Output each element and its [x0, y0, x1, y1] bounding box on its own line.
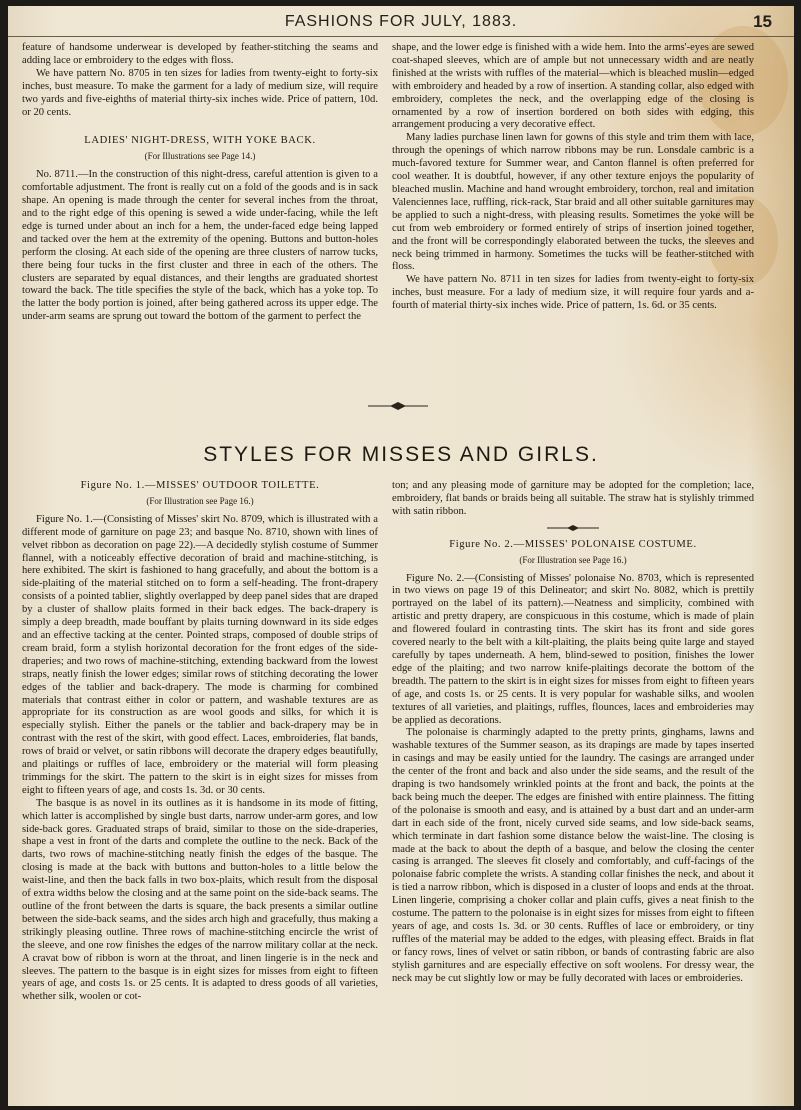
bottom-right-column [392, 480, 754, 986]
top-left-column [22, 42, 378, 324]
article-heading: Figure No. 2.—MISSES' POLONAISE COSTUME. [449, 538, 697, 550]
article-subheading: (For Illustration see Page 16.) [519, 554, 627, 565]
paragraph: The polonaise is charmingly adapted to the pretty prints, ginghams, lawns and washable textures of the Summer season, as its drapings are made by tapes inserted in casings and may be easily untied for the laundry. The casings are arranged under the center of the front and back and also under the side seams, and the result of the draping is two handsomely wrinkled points at the front and back, the points at the back being much the deeper. The edges are finished with entire plainness. The fitting of the polonaise is smooth and easy, and is attained by a bust dart and an under-arm dart in each side of the front, nicely curved side seams, and low side-back seams, which terminate in dart fashion some distance below the waist-line. The closing is made at the back to about the depth of a basque, and below the closing the center casing is arranged. The sleeves fit closely and comfortably, and cuff-facings of the polonaise fabric complete the wrists. A standing collar finishes the neck, and about it is tied a narrow ribbon, which is disposed in a cluster of loops and ends at the throat. Linen lingerie, comprising a choker collar and plain cuffs, gives a neat finish to the costume. The pattern to the polonaise is in eight sizes for misses from eight to fifteen years of age, and costs 1s. 3d. or 30 cents. Ruffles of lace or embroidery, or tiny ruffles of the material may be added to the edges, with pleasing effect. Braids in flat or fancy rows, lines of velvet or satin ribbon, or bands of contrasting fabric are also stylish garnitures and are especially effective on soft woolens. For dressy wear, the neck may be cut slightly low or may be fully decorated with laces or embroideries. [392, 727, 754, 984]
top-right-column [392, 42, 754, 313]
magazine-page [8, 6, 794, 1106]
paragraph: We have pattern No. 8711 in ten sizes for ladies from twenty-eight to forty-six inches, bust measure. For a lady of medium size, it will require four yards and a-fourth of material thirty-six inches wide. Price of pattern, 1s. 6d. or 35 cents. [392, 274, 754, 312]
running-title: FASHIONS FOR JULY, 1883. [284, 13, 518, 30]
paragraph: feature of handsome underwear is developed by feather-stitching the seams and adding lace or embroidery to the edges with floss. [22, 42, 378, 66]
article-heading: Figure No. 1.—MISSES' OUTDOOR TOILETTE. [80, 480, 320, 491]
section-ornament [368, 402, 428, 410]
article-subheading: (For Illustrations see Page 14.) [144, 151, 256, 162]
paragraph: No. 8711.—In the construction of this night-dress, careful attention is given to a comfortable adjustment. The front is really cut on a fold of the goods and is in sack shape. An opening is made through the center for several inches from the throat, and to the right edge of this opening is sewed a wide under-facing, while the left edge is turned under about an inch for a hem, the under-faced edge being lapped and tacked over the hem at the extremity of the opening. Buttons and button-holes perform the closing. At each side of the opening are three clusters of narrow tucks, there being four tucks in the first cluster and three in each of the others. The clusters are separated by equal distances, and their lengths are graduated shortest toward the back. The title specifies the style of the back, which has a yoke top. To the latter the body portion is joined, after being gathered across its upper edge. The under-arm seams are sprung out toward the bottom of the garment to perfect the [22, 169, 378, 323]
article-heading: LADIES' NIGHT-DRESS, WITH YOKE BACK. [84, 135, 316, 147]
page-header [8, 10, 794, 37]
paragraph: Figure No. 1.—(Consisting of Misses' skirt No. 8709, which is illustrated with a different mode of garniture on page 23; and basque No. 8710, shown with lines of velvet ribbon as decoration on page 22).—A decidedly stylish costume of Summer flannel, with a noticeably effective decoration of braid and machine-stitching, is here exhibited. The skirt is fashioned to hang gracefully, and about the bottom is a side-plaiting of the material stitched on to form a self-heading. The front-drapery consists of a pointed tablier, slightly overlapped by deep panel sides that are draped by a cluster of shallow plaits formed in their back edges. The back-drapery is simply a deep breadth, made bouffant by plaits turning downward in its side edges and an effective tacking at the center. Pointed straps, composed of double strips of cream braid, form a stylish horizontal decoration for the front edges of the side-draperies; and two rows of machine-stitching, extending backward from the lowest straps, neatly finish the lower edges; similar rows of stitching decorating the lower edges of the tablier and back-drapery. The mode is charming for combined materials that contrast either in color or pattern, and washable textures are as appropriate for its construction as are wool goods and silks, for which it is especially stylish. Either the panels or the tablier and back-drapery may be in contrast with the rest of the skirt, with good effect. Laces, embroideries, flat bands, rows of braid or velvet, or satin ribbons will decorate the drapery edges beautifully, and plaitings or ruffles of lace, embroidery or the material will form pleasing trimmings for the skirt. The pattern to the skirt is in eight sizes for misses from eight to fifteen years of age, and costs 1s. 3d. or 30 cents. [22, 513, 378, 796]
paragraph: ton; and any pleasing mode of garniture may be adopted for the completion; lace, embroidery, flat bands or braids being all suitable. The straw hat is stylishly trimmed with satin ribbon. [392, 480, 754, 517]
paragraph: Figure No. 2.—(Consisting of Misses' polonaise No. 8703, which is represented in two views on page 19 of this Delineator; and skirt No. 8082, which is prettily portrayed on the label of its pattern).—Neatness and simplicity, combined with artistic and pretty drapery, are conspicuous in this costume, which is made of plain and flowered foulard in contrasting tints. The skirt has its front and side gores covered nearly to the belt with a kilt-plaiting, the plaits being quite large and stayed carefully by tapes underneath. A hem, blind-sewed to position, finishes the lower edge of the plaiting; and two narrow knife-plaitings decorate the bottom of the breadth. The pattern to the skirt is in eight sizes for misses from eight to fifteen years of age, and costs 1s. or 25 cents. It is very popular for washable silks, and woolen textures of all varieties, and plaitings, ruffles, flounces, laces and embroideries may be applied as decorations. [392, 572, 754, 726]
paragraph: Many ladies purchase linen lawn for gowns of this style and trim them with lace, through the openings of which narrow ribbons may be run. Lonsdale cambric is a much-favored texture for Summer wear, and Canton flannel is often preferred for cool weather. It is doubtful, however, if any other texture enjoys the popularity of bleached muslin. Machine and hand wrought embroidery, torchon, real and imitation Valenciennes lace, ruffling, rick-rack, Star braid and all other suitable garnitures may be applied to such a night-dress, with pleasing results. Sometimes the yoke will be cut from web embroidery or formed entirely of strips of insertion joined together, and the front will be correspondingly elaborated between the tucks, the sleeves and neck being trimmed in harmony. Sometimes the tucks will be feather-stitched with floss. [392, 132, 754, 273]
paragraph: The basque is as novel in its outlines as it is handsome in its mode of fitting, which latter is accomplished by single bust darts, narrow under-arm gores, and low side-back gores. Graduated straps of braid, similar to those on the side-draperies, shape a vest in front of the darts and complete the outline to the neck. Back of the darts, two rows of machine-stitching neatly finish the edges of the basque. The closing is made at the back with buttons and button-holes to a little below the waist-line, and then the back falls in two box-plaits, which result from the disposal of extra widths below the closing and at the same point on the side-back seams. The outline of the front between the darts is square, the back presents a similar outline between the side-back seams, and the sides arch high and gracefully, thus making a strikingly pleasing outline. Three rows of machine-stitching encircle the wrist of the sleeve, and one row finishes the edges of the narrow military collar at the neck. A cravat bow of ribbon is worn at the throat, and linen lingerie is in the neck and sleeves. The pattern to the basque is in eight sizes for misses from eight to fifteen years of age, and costs 1s. or 25 cents. It is adapted to dress goods of all varieties, whether silk, woolen or cot- [22, 797, 378, 1003]
page-number: 15 [753, 12, 772, 31]
paragraph: We have pattern No. 8705 in ten sizes for ladies from twenty-eight to forty-six inches, bust measure. To make the garment for a lady of medium size, will require two yards and five-eighths of material thirty-six inches wide. Price of pattern, 10d. or 20 cents. [22, 67, 378, 118]
paragraph: shape, and the lower edge is finished with a wide hem. Into the arms'-eyes are sewed coat-shaped sleeves, which are of ample but not unnecessary width and are neatly finished at the wrists with ruffles of the material—which is bleached muslin—edged with embroidery and headed by a row of insertion. A standing collar, also edged with embroidery, completes the neck, and the overlapping edge of the closing is ornamented by a row of insertion bordered on both sides with edging, this arrangement producing a very decorative effect. [392, 42, 754, 131]
bottom-left-column [22, 480, 378, 1004]
section-title: STYLES FOR MISSES AND GIRLS. [203, 443, 599, 466]
article-subheading: (For Illustration see Page 16.) [146, 495, 254, 506]
divider-ornament [547, 525, 599, 531]
